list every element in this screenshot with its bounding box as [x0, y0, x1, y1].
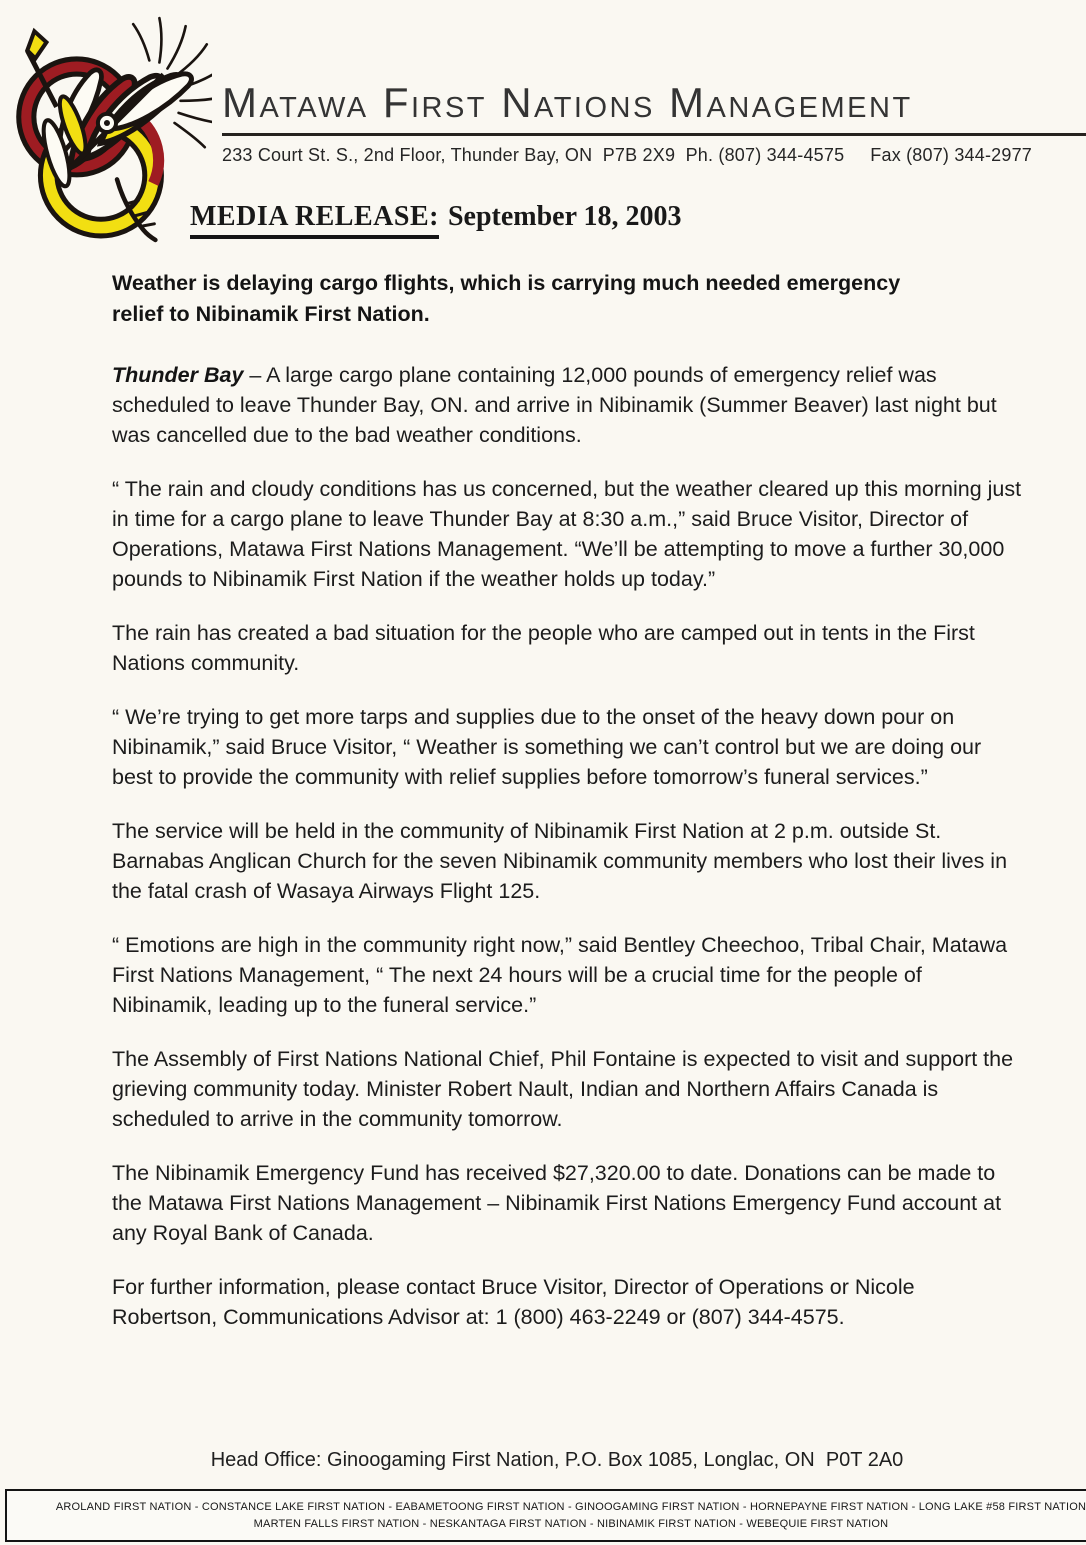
paragraph-emergency-fund: The Nibinamik Emergency Fund has received $27,320.00 to date. Donations can be made to the Matawa First Nations Management – Nibinamik First Nations Emergency Fund account at any Royal Bank of Canada. [112, 1161, 1002, 1245]
letterhead [222, 79, 1086, 166]
dateline: Thunder Bay [112, 363, 244, 387]
paragraph-text: – A large cargo plane containing 12,000 pounds of emergency relief was scheduled to leave Thunder Bay, ON. and arrive in Nibinamik (Summer Beaver) last night but was cancelled due to the bad weather conditions. [112, 363, 997, 447]
member-nations-line-1: AROLAND FIRST NATION - CONSTANCE LAKE FIRST NATION - EABAMETOONG FIRST NATION - GINOOGAMING FIRST NATION - HORNEPAYNE FIRST NATION - LONG LAKE #58 FIRST NATION [55, 1500, 1086, 1513]
paragraph-visits: The Assembly of First Nations National Chief, Phil Fontaine is expected to visit and support the grieving community today. Minister Robert Nault, Indian and Northern Affairs Canada is scheduled to arrive in the community tomorrow. [112, 1047, 1014, 1131]
paragraph-contact-info: For further information, please contact Bruce Visitor, Director of Operations or Nicole Robertson, Communications Advisor at: 1 (800) 463-2249 or (807) 344-4575. [112, 1275, 915, 1329]
paragraph-tarps-quote: “ We’re trying to get more tarps and supplies due to the onset of the heavy down pour on Nibinamik,” said Bruce Visitor, “ Weather is something we can’t control but we are doing our best to provide the community with relief supplies before tomorrow’s funeral services.” [112, 705, 982, 789]
media-release-label: MEDIA RELEASE: [190, 201, 439, 239]
release-date: September 18, 2003 [447, 201, 682, 232]
member-nations-line-2: MARTEN FALLS FIRST NATION - NESKANTAGA FIRST NATION - NIBINAMIK FIRST NATION - WEBEQUIE FIRST NATION [253, 1517, 889, 1530]
organization-logo [10, 4, 212, 246]
paragraph-emotions-quote: “ Emotions are high in the community right now,” said Bentley Cheechoo, Tribal Chair, Matawa First Nations Management, “ The next 24 hours will be a crucial time for the people of Nibinamik, leading up to the funeral service.” [112, 933, 1008, 1017]
head-office-line: Head Office: Ginoogaming First Nation, P.O. Box 1085, Longlac, ON P0T 2A0 [210, 1449, 904, 1471]
paragraph-weather-quote: “ The rain and cloudy conditions has us concerned, but the weather cleared up this morning just in time for a cargo plane to leave Thunder Bay at 8:30 a.m.,” said Bruce Visitor, Director of Operations, Matawa First Nations Management. “We’ll be attempting to move a further 30,000 pounds to Nibinamik First Nation if the weather holds up today.” [112, 477, 1022, 591]
media-release-heading [190, 201, 682, 239]
org-address: 233 Court St. S., 2nd Floor, Thunder Bay, ON P7B 2X9 Ph. (807) 344-4575 Fax (807) 344-2977 [222, 145, 1032, 165]
paragraph-service: The service will be held in the community of Nibinamik First Nation at 2 p.m. outside St. Barnabas Anglican Church for the seven Nibinamik community members who lost their lives in the fatal crash of Wasaya Airways Flight 125. [112, 819, 1008, 903]
header-rule [222, 133, 1086, 136]
paragraph-rain-situation: The rain has created a bad situation for the people who are camped out in tents in the First Nations community. [112, 621, 975, 675]
release-body [112, 268, 1024, 1356]
feathers-rings-logo-icon [10, 4, 212, 246]
logo-eye [98, 114, 116, 132]
org-name: Matawa First Nations Management [222, 79, 913, 126]
member-nations-banner [5, 1489, 1086, 1542]
paragraph-thunder-bay [112, 360, 1024, 450]
headline: Weather is delaying cargo flights, which is carrying much needed emergency relief to Nibinamik First Nation. [112, 271, 901, 326]
